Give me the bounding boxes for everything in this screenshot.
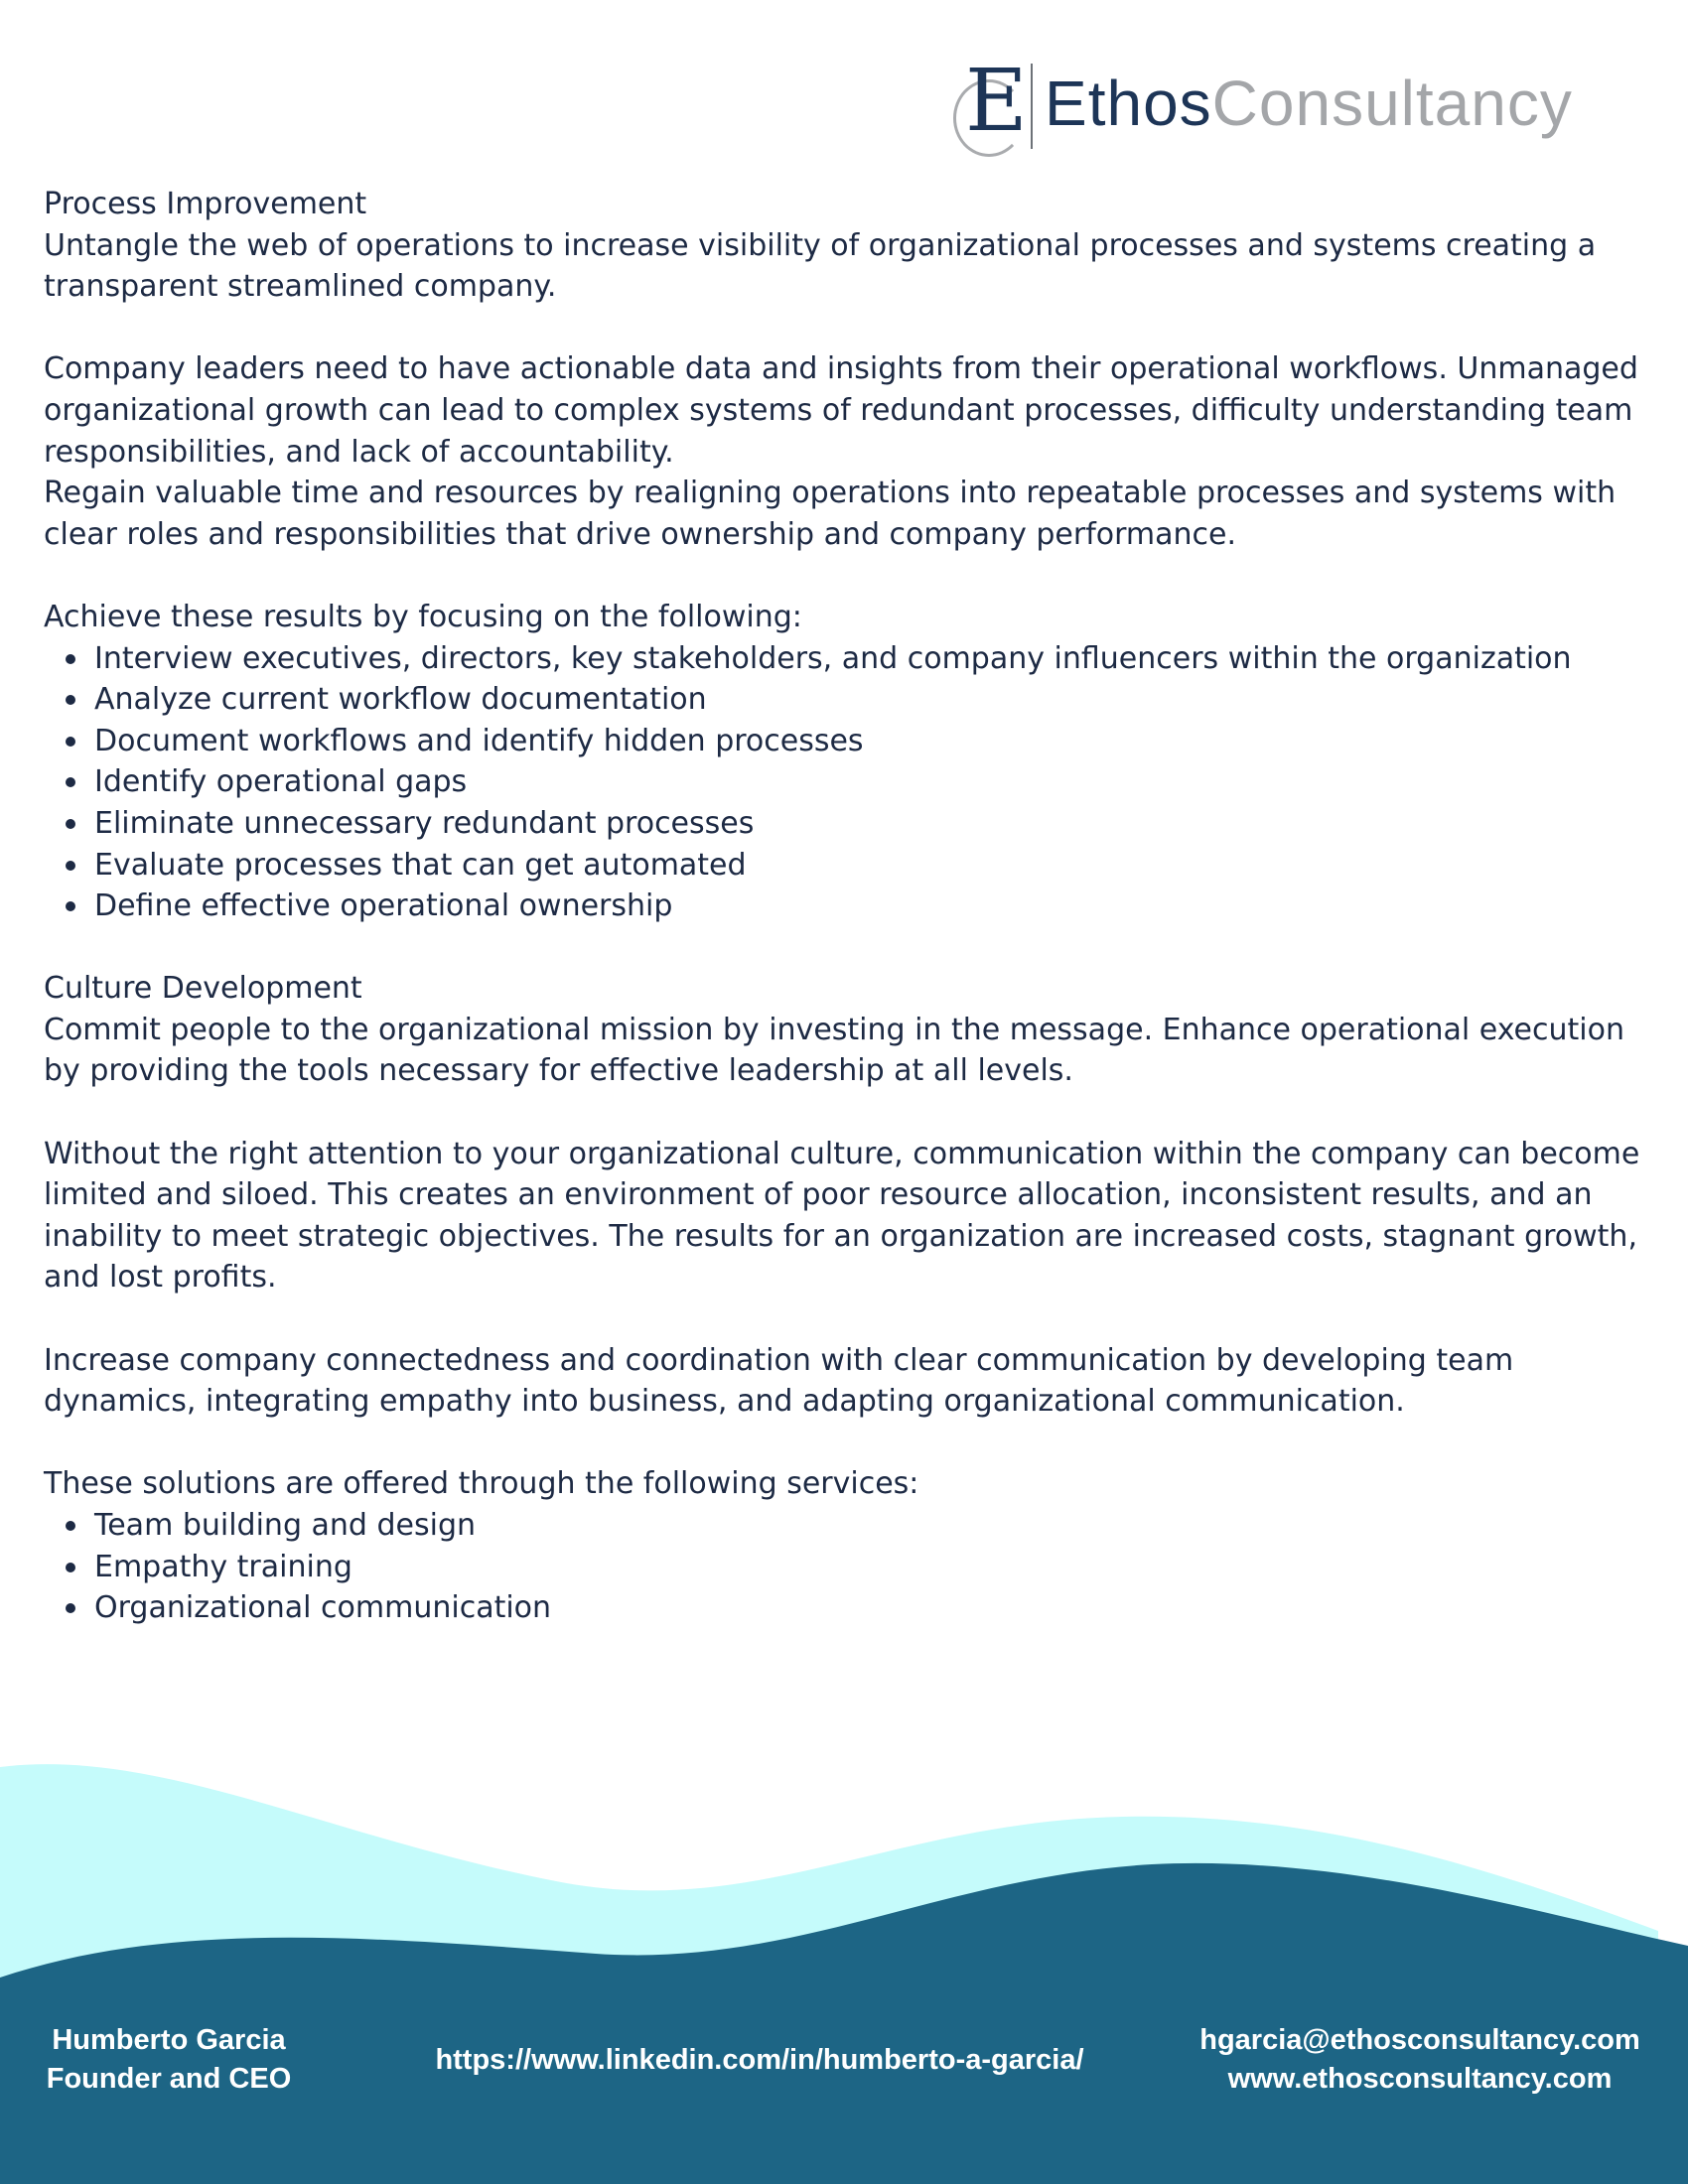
document-body (44, 184, 1652, 1629)
list-item: Team building and design (94, 1505, 1652, 1547)
footer-wave-background (0, 1747, 1688, 2184)
process-list (44, 638, 1652, 927)
culture-paragraph-2: Increase company connectedness and coordination with clear communication by developing team dynamics, integrating empathy into business, and adapting organizational communication. (44, 1342, 1514, 1420)
list-item: Identify operational gaps (94, 761, 1652, 803)
footer-linkedin-link[interactable]: https://www.linkedin.com/in/humberto-a-garcia/ (435, 2044, 1084, 2076)
process-paragraph-2: Regain valuable time and resources by realigning operations into repeatable processes and systems with clear roles and responsibilities that drive ownership and company performance. (44, 476, 1617, 552)
list-item: Organizational communication (94, 1587, 1652, 1629)
footer-title: Founder and CEO (46, 2063, 292, 2095)
logo-wordmark (1045, 64, 1573, 143)
spacer (44, 927, 1652, 969)
spacer (44, 1423, 1652, 1464)
process-intro: Untangle the web of operations to increase visibility of organizational processes and systems creating a transparent streamlined company. (44, 227, 1597, 305)
list-item: Analyze current workflow documentation (94, 679, 1652, 721)
logo-divider (1031, 64, 1033, 149)
logo-monogram-letter: E (965, 52, 1028, 151)
footer-name: Humberto Garcia (52, 2024, 286, 2056)
footer-website-link[interactable]: www.ethosconsultancy.com (1227, 2063, 1613, 2095)
section-heading-culture: Culture Development (44, 971, 362, 1007)
footer-contact-person (30, 2021, 308, 2099)
spacer (44, 1092, 1652, 1134)
list-item: Interview executives, directors, key stakeholders, and company influencers within the organization (94, 638, 1652, 680)
list-item: Document workflows and identify hidden processes (94, 721, 1652, 762)
spacer (44, 555, 1652, 597)
spacer (44, 1298, 1652, 1340)
process-list-intro: Achieve these results by focusing on the following: (44, 599, 802, 634)
footer-email-link[interactable]: hgarcia@ethosconsultancy.com (1199, 2024, 1640, 2056)
logo-monogram (951, 52, 1028, 161)
process-paragraph-1: Company leaders need to have actionable data and insights from their operational workflows. Unmanaged organizational growth can lead to complex systems of redundant processes, difficulty understanding team responsibilities, and lack of accountability. (44, 351, 1638, 470)
logo-word-ethos: Ethos (1045, 68, 1212, 139)
list-item: Empathy training (94, 1547, 1652, 1588)
footer-contact-info (1172, 2021, 1668, 2099)
spacer (44, 308, 1652, 349)
culture-paragraph-1: Without the right attention to your organizational culture, communication within the company can become limited and siloed. This creates an environment of poor resource allocation, inconsistent results, and an inability to meet strategic objectives. The results for an organization are increased costs, stagnant growth, and lost profits. (44, 1136, 1640, 1296)
company-logo (951, 52, 1646, 161)
list-item: Eliminate unnecessary redundant processes (94, 803, 1652, 845)
logo-word-consultancy: Consultancy (1211, 68, 1573, 139)
list-item: Evaluate processes that can get automated (94, 845, 1652, 887)
culture-intro: Commit people to the organizational mission by investing in the message. Enhance operational execution by providing the tools necessary for effective leadership at all levels. (44, 1012, 1624, 1089)
culture-list (44, 1505, 1652, 1629)
section-heading-process: Process Improvement (44, 187, 367, 221)
culture-list-intro: These solutions are offered through the following services: (44, 1466, 919, 1502)
list-item: Define effective operational ownership (94, 886, 1652, 927)
